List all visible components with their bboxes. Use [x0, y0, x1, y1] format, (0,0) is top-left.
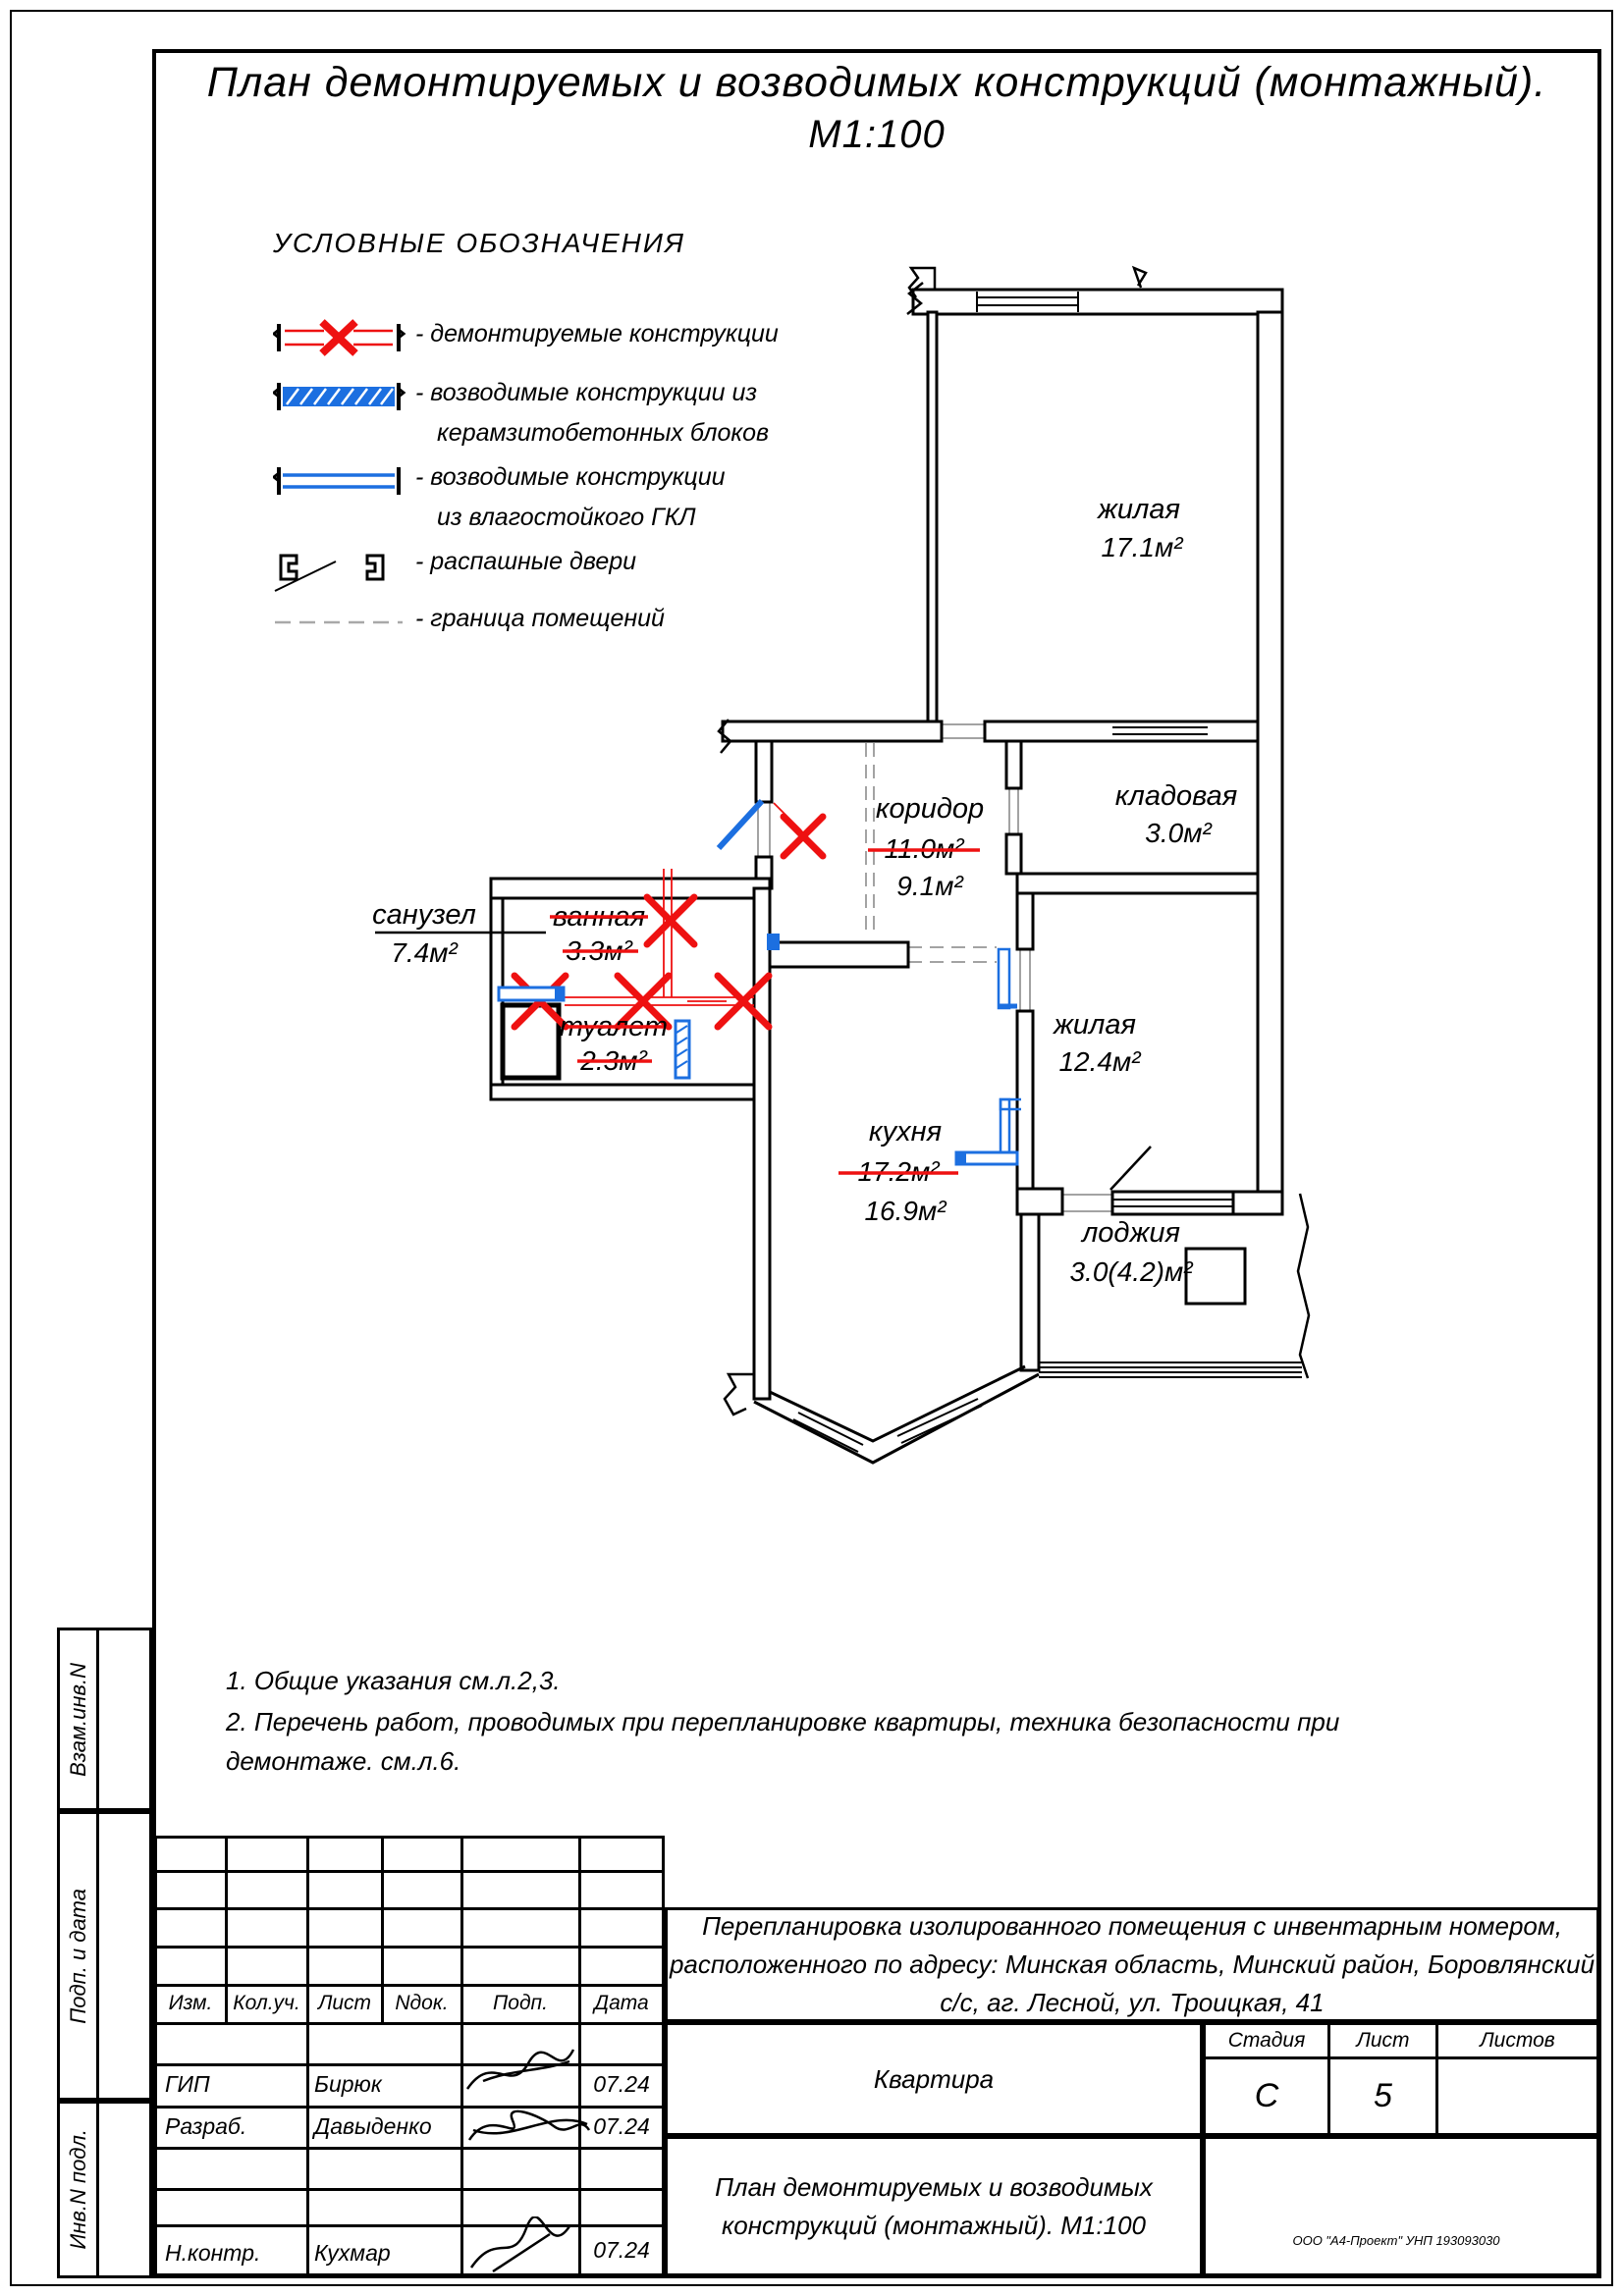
room-label-kuhnya: кухня [868, 1116, 943, 1148]
sidebar-cell-vzam [57, 1628, 152, 1811]
room-area-koridor-new: 9.1м² [896, 871, 963, 901]
col-header-izm: Изм. [168, 1992, 213, 2014]
room-label-tualet: туалет [559, 1011, 669, 1042]
legend-label-boundary: - граница помещений [415, 605, 665, 632]
room-area-zhilaya1: 17.1м² [1101, 532, 1183, 562]
sidebar-label-vzam: Взам.инв.N [65, 1662, 90, 1777]
object-cell: Квартира [665, 2022, 1203, 2136]
row-gip-name: Бирюк [314, 2071, 382, 2097]
project-description [665, 1907, 1599, 2022]
new-gkl-wall-zhilaya2-door [999, 949, 1017, 1008]
room-area-vannaya: 3.3м² [566, 935, 632, 966]
room-area-sanuzel: 7.4м² [391, 937, 458, 968]
titleblock-left-table [154, 1836, 665, 2276]
new-wall-stub [767, 934, 780, 950]
row-razrab-date: 07.24 [593, 2112, 650, 2139]
room-label-lodzhiya: лоджия [1081, 1217, 1181, 1249]
legend-label-doors: - распашные двери [415, 548, 637, 575]
room-label-zhilaya2: жилая [1053, 1009, 1137, 1041]
new-gkl-wall-sanuzel [499, 988, 565, 1000]
project-description-line1: Перепланировка изолированного помещения с инвентарным номером, [702, 1911, 1562, 1941]
sheet-value-cell: 5 [1327, 2056, 1438, 2136]
legend-label-demolished: - демонтируемые конструкции [415, 320, 779, 347]
new-entry-door-leaf [719, 801, 762, 848]
row-razrab-name: Давыденко [314, 2113, 432, 2139]
sidebar-label-podp: Подп. и дата [65, 1888, 90, 2024]
room-label-sanuzel: санузел [372, 899, 476, 931]
sheet-title-line1: План демонтируемых и возводимых конструкций (монтажный). [206, 59, 1547, 106]
project-description-line2: расположенного по адресу: Минская область, Минский район, Боровлянский [669, 1949, 1596, 1979]
general-notes [226, 1661, 1453, 1783]
col-header-list: Лист [317, 1992, 372, 2014]
note-2: 2. Перечень работ, проводимых при перепланировке квартиры, техника безопасности при демонтаже. см.л.6. [226, 1707, 1340, 1776]
room-label-vannaya: ванная [552, 901, 646, 933]
sidebar-cell-podp [57, 1811, 152, 2101]
sidebar-blank-2 [99, 1814, 149, 2098]
room-area-zhilaya2: 12.4м² [1058, 1046, 1141, 1077]
sidebar-label-inv: Инв.N подл. [65, 2129, 90, 2250]
room-area-kuhnya-old: 17.2м² [857, 1156, 940, 1187]
company-name: ООО "А4-Проект" УНП 193093030 [1292, 2233, 1500, 2248]
new-gkl-wall-kitchen-nook [956, 1099, 1021, 1164]
legend-label-new-gkl-line2: из влагостойкого ГКЛ [437, 504, 696, 531]
col-header-data: Дата [594, 1992, 649, 2014]
doc-title-line2: конструкций (монтажный). М1:100 [722, 2210, 1146, 2240]
new-block-wall-tualet [676, 1021, 689, 1078]
row-razrab-role: Разраб. [165, 2113, 247, 2139]
sidebar-cell-inv [57, 2101, 152, 2278]
doc-title-line1: План демонтируемых и возводимых [715, 2171, 1153, 2202]
room-label-zhilaya1: жилая [1097, 494, 1181, 525]
sidebar-blank-1 [99, 1630, 149, 1808]
note-1: 1. Общие указания см.л.2,3. [226, 1666, 561, 1695]
col-header-koluch: Кол.уч. [233, 1992, 300, 2014]
room-area-kladovaya: 3.0м² [1145, 818, 1212, 848]
legend-label-new-blocks-line1: - возводимые конструкции из [415, 379, 757, 406]
col-header-podp: Подп. [493, 1992, 548, 2014]
doc-title-cell [665, 2136, 1203, 2276]
row-gip-date: 07.24 [593, 2071, 650, 2097]
row-nkontr-name: Кухмар [314, 2240, 391, 2266]
room-area-koridor-old: 11.0м² [884, 833, 964, 864]
legend-label-new-blocks-line2: керамзитобетонных блоков [437, 419, 770, 447]
signature-nkontr [463, 2216, 576, 2275]
signature-gip [463, 2042, 576, 2103]
balcony-door-swing [1110, 1147, 1151, 1190]
company-cell [1203, 2136, 1599, 2276]
demolition-x-icon [784, 817, 823, 856]
col-header-ndok: Nдок. [395, 1992, 449, 2014]
stage-value-cell: С [1203, 2056, 1330, 2136]
room-area-tualet: 2.3м² [580, 1045, 647, 1076]
row-nkontr-role: Н.контр. [165, 2240, 261, 2266]
sheets-value-cell [1435, 2056, 1599, 2136]
room-area-kuhnya-new: 16.9м² [864, 1196, 947, 1226]
row-nkontr-date: 07.24 [593, 2237, 650, 2263]
row-gip-role: ГИП [165, 2071, 210, 2097]
room-label-koridor: коридор [875, 793, 985, 825]
sheet-title-scale: М1:100 [808, 113, 946, 156]
sheet-header-cell: Лист [1327, 2022, 1438, 2059]
legend-label-new-gkl-line1: - возводимые конструкции [415, 463, 726, 491]
sheets-header-cell: Листов [1435, 2022, 1599, 2059]
room-label-kladovaya: кладовая [1114, 780, 1238, 812]
kitchen-bay-window [754, 1366, 1039, 1463]
signature-razrab [463, 2101, 591, 2150]
stage-header-cell: Стадия [1203, 2022, 1330, 2059]
room-area-lodzhiya: 3.0(4.2)м² [1069, 1256, 1193, 1287]
legend-header: УСЛОВНЫЕ ОБОЗНАЧЕНИЯ [273, 228, 685, 258]
project-description-line3: с/с, аг. Лесной, ул. Троицкая, 41 [940, 1988, 1325, 2017]
demolition-x-icon [647, 897, 694, 944]
sidebar-blank-3 [99, 2104, 149, 2275]
